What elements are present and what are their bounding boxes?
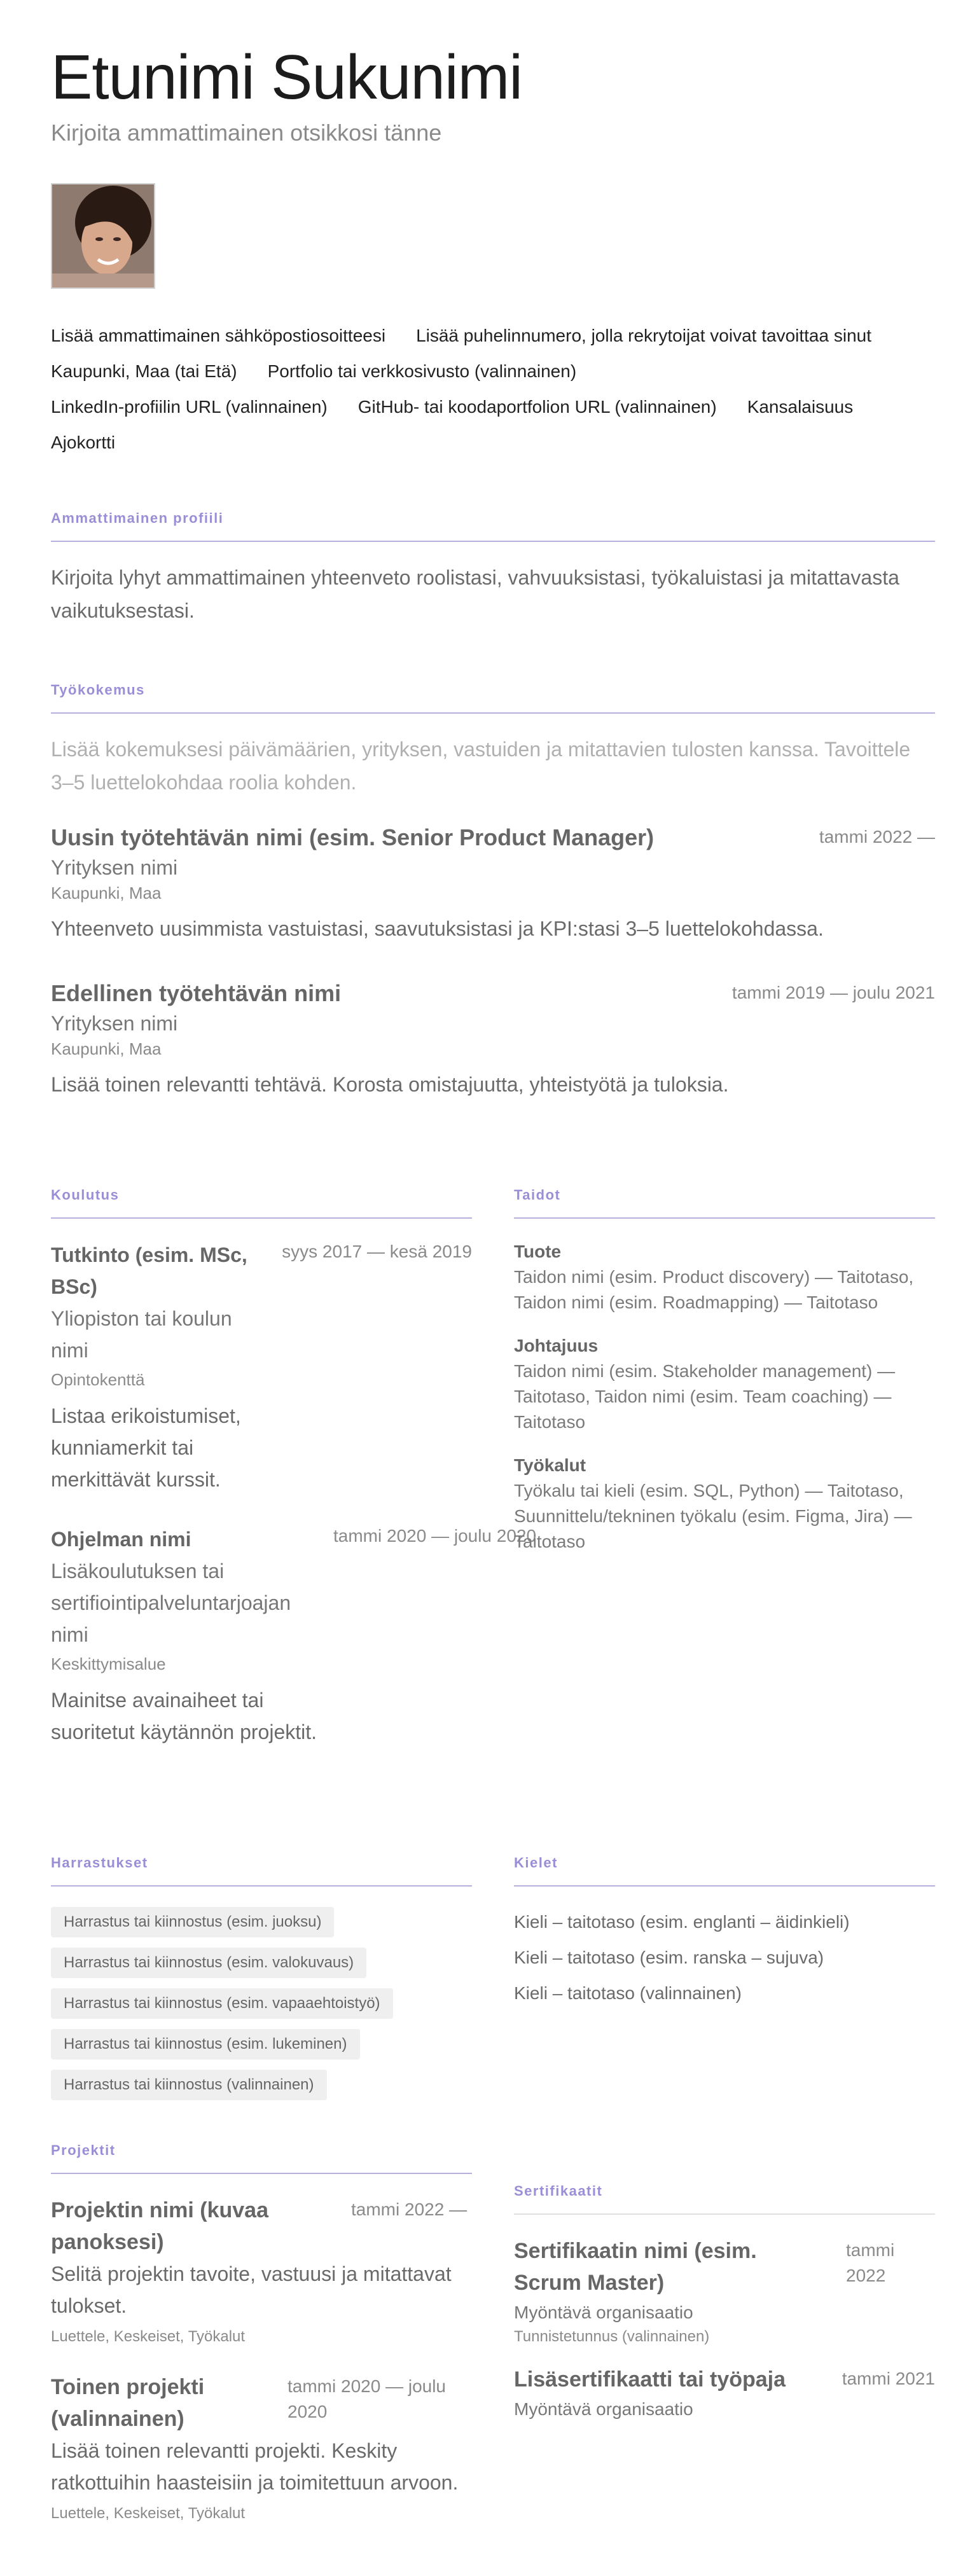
- skill-group: [514, 1333, 935, 1435]
- project-entry: [51, 2194, 472, 2346]
- phone[interactable]: Lisää puhelinnumero, jolla rekrytoijat voivat tavoittaa sinut: [416, 326, 872, 345]
- headline: Kirjoita ammattimainen otsikkosi tänne: [51, 120, 442, 146]
- contact-line: [51, 318, 954, 354]
- certification-date: tammi 2022: [846, 2240, 895, 2285]
- section-title: Harrastukset: [51, 1855, 472, 1887]
- skills-list: [514, 1239, 935, 1555]
- project-tags: Luettele, Keskeiset, Työkalut: [51, 2328, 246, 2345]
- skill-category: Tuote: [514, 1242, 562, 1261]
- projects-section: [51, 2142, 472, 2523]
- portfolio-link[interactable]: Portfolio tai verkkosivusto (valinnainen): [267, 361, 577, 381]
- experience-intro: Lisää kokemuksesi päivämäärien, yrityksen, vastuiden ja mitattavien tulosten kanssa. Tavoittele 3–5 luettelokohdaa roolia kohden.: [51, 738, 911, 794]
- focus-area: Keskittymisalue: [51, 1654, 166, 1673]
- section-title: Työkokemus: [51, 682, 935, 714]
- contact-info: [51, 318, 954, 460]
- language-item: Kieli – taitotaso (esim. ranska – sujuva): [514, 1948, 824, 1967]
- project-description: Selitä projektin tavoite, vastuusi ja mitattavat tulokset.: [51, 2262, 452, 2317]
- location: Kaupunki, Maa (tai Etä): [51, 361, 237, 381]
- education-description: Mainitse avainaiheet tai suoritetut käytännön projektit.: [51, 1689, 317, 1743]
- section-title: Sertifikaatit: [514, 2183, 935, 2215]
- job-company: Yrityksen nimi: [51, 856, 178, 879]
- contact-line: [51, 425, 954, 460]
- hobby-tag: Harrastus tai kiinnostus (esim. lukeminen): [51, 2029, 360, 2060]
- job-date: tammi 2019 — joulu 2021: [731, 983, 935, 1002]
- skill-category: Johtajuus: [514, 1336, 599, 1355]
- section-title: Kielet: [514, 1855, 935, 1887]
- citizenship: Kansalaisuus: [747, 397, 854, 417]
- credential-id: Tunnistetunnus (valinnainen): [514, 2328, 710, 2345]
- education-entry: [51, 1523, 537, 1748]
- certification-title: Sertifikaatin nimi (esim. Scrum Master): [514, 2239, 757, 2295]
- skill-text: Työkalu tai kieli (esim. SQL, Python) — Taitotaso, Suunnittelu/tekninen työkalu (esim. Figma, Jira) — Taitotaso: [514, 1481, 912, 1551]
- education-date: syys 2017 — kesä 2019: [282, 1242, 472, 1261]
- linkedin-link[interactable]: LinkedIn-profiilin URL (valinnainen): [51, 397, 328, 417]
- project-description: Lisää toinen relevantti projekti. Keskity ratkottuihin haasteisiin ja toimitettuun arvoon.: [51, 2439, 459, 2494]
- hobby-tag: Harrastus tai kiinnostus (valinnainen): [51, 2070, 327, 2100]
- job-entry: [51, 824, 935, 941]
- job-description: Lisää toinen relevantti tehtävä. Korosta omistajuutta, yhteistyötä ja tuloksia.: [51, 1073, 729, 1096]
- languages-section: [514, 1855, 935, 2011]
- project-date: tammi 2020 — joulu 2020: [288, 2376, 447, 2421]
- experience-section: [51, 682, 935, 1097]
- field-of-study: Opintokenttä: [51, 1370, 145, 1389]
- job-date: tammi 2022 —: [819, 827, 935, 847]
- email[interactable]: Lisää ammattimainen sähköpostiosoitteesi: [51, 326, 386, 345]
- skill-text: Taidon nimi (esim. Product discovery) — Taitotaso, Taidon nimi (esim. Roadmapping) — Taitotaso: [514, 1267, 914, 1312]
- education-description: Listaa erikoistumiset, kunniamerkit tai merkittävät kurssit.: [51, 1404, 241, 1491]
- program-title: Ohjelman nimi: [51, 1528, 191, 1551]
- profile-photo: [51, 183, 155, 289]
- job-location: Kaupunki, Maa: [51, 883, 162, 903]
- job-title: Edellinen työtehtävän nimi: [51, 980, 342, 1006]
- skill-group: [514, 1239, 935, 1315]
- hobby-tag: Harrastus tai kiinnostus (esim. vapaaehtoistyö): [51, 1988, 393, 2019]
- contact-line: [51, 354, 954, 389]
- section-title: Ammattimainen profiili: [51, 510, 935, 542]
- hobby-tags: [51, 1907, 472, 2110]
- certification-title: Lisäsertifikaatti tai työpaja: [514, 2367, 786, 2392]
- skill-category: Työkalut: [514, 1455, 586, 1475]
- language-list: [514, 1904, 935, 2011]
- section-title: Projektit: [51, 2142, 472, 2174]
- job-location: Kaupunki, Maa: [51, 1039, 162, 1058]
- certification-date: tammi 2021: [842, 2369, 935, 2388]
- job-description: Yhteenveto uusimmista vastuistasi, saavutuksistasi ja KPI:stasi 3–5 luettelokohdassa.: [51, 917, 824, 940]
- hobbies-section: [51, 1855, 472, 2110]
- provider-name: Lisäkoulutuksen tai sertifiointipalveluntarjoajan nimi: [51, 1560, 291, 1646]
- hobby-tag: Harrastus tai kiinnostus (esim. juoksu): [51, 1907, 334, 1937]
- education-section: [51, 1187, 537, 1748]
- skill-text: Taidon nimi (esim. Stakeholder management) — Taitotaso, Taidon nimi (esim. Team coaching) — Taitotaso: [514, 1361, 896, 1432]
- language-item: Kieli – taitotaso (esim. englanti – äidinkieli): [514, 1912, 850, 1932]
- education-entry: [51, 1239, 472, 1495]
- skill-group: [514, 1453, 935, 1555]
- github-link[interactable]: GitHub- tai koodaportfolion URL (valinnainen): [357, 397, 717, 417]
- job-company: Yrityksen nimi: [51, 1012, 178, 1035]
- project-title: Projektin nimi (kuvaa panoksesi): [51, 2198, 268, 2254]
- full-name: Etunimi Sukunimi: [51, 42, 523, 112]
- section-title: Taidot: [514, 1187, 935, 1219]
- job-title: Uusin työtehtävän nimi (esim. Senior Product Manager): [51, 824, 655, 850]
- skills-section: [514, 1187, 935, 1572]
- issuing-organization: Myöntävä organisaatio: [514, 2399, 693, 2419]
- project-entry: [51, 2371, 472, 2523]
- profile-text: Kirjoita lyhyt ammattimainen yhteenveto roolistasi, vahvuuksistasi, työkaluistasi ja mitattavasta vaikutuksestasi.: [51, 566, 899, 622]
- school-name: Yliopiston tai koulun nimi: [51, 1307, 232, 1362]
- certification-entry: [514, 2235, 935, 2346]
- language-item: Kieli – taitotaso (valinnainen): [514, 1983, 742, 2003]
- contact-line: [51, 389, 954, 425]
- project-date: tammi 2022 —: [351, 2199, 468, 2219]
- section-title: Koulutus: [51, 1187, 472, 1219]
- issuing-organization: Myöntävä organisaatio: [514, 2302, 693, 2322]
- drivers-license: Ajokortti: [51, 433, 116, 452]
- project-tags: Luettele, Keskeiset, Työkalut: [51, 2505, 246, 2522]
- certifications-section: [514, 2183, 935, 2420]
- job-entry: [51, 980, 935, 1097]
- education-date: tammi 2020 — joulu 2020: [333, 1526, 537, 1546]
- portrait-image: [52, 184, 154, 287]
- certification-entry: [514, 2364, 935, 2420]
- project-title: Toinen projekti (valinnainen): [51, 2375, 205, 2431]
- degree-title: Tutkinto (esim. MSc, BSc): [51, 1243, 247, 1298]
- hobby-tag: Harrastus tai kiinnostus (esim. valokuvaus): [51, 1948, 366, 1978]
- profile-section: [51, 510, 935, 627]
